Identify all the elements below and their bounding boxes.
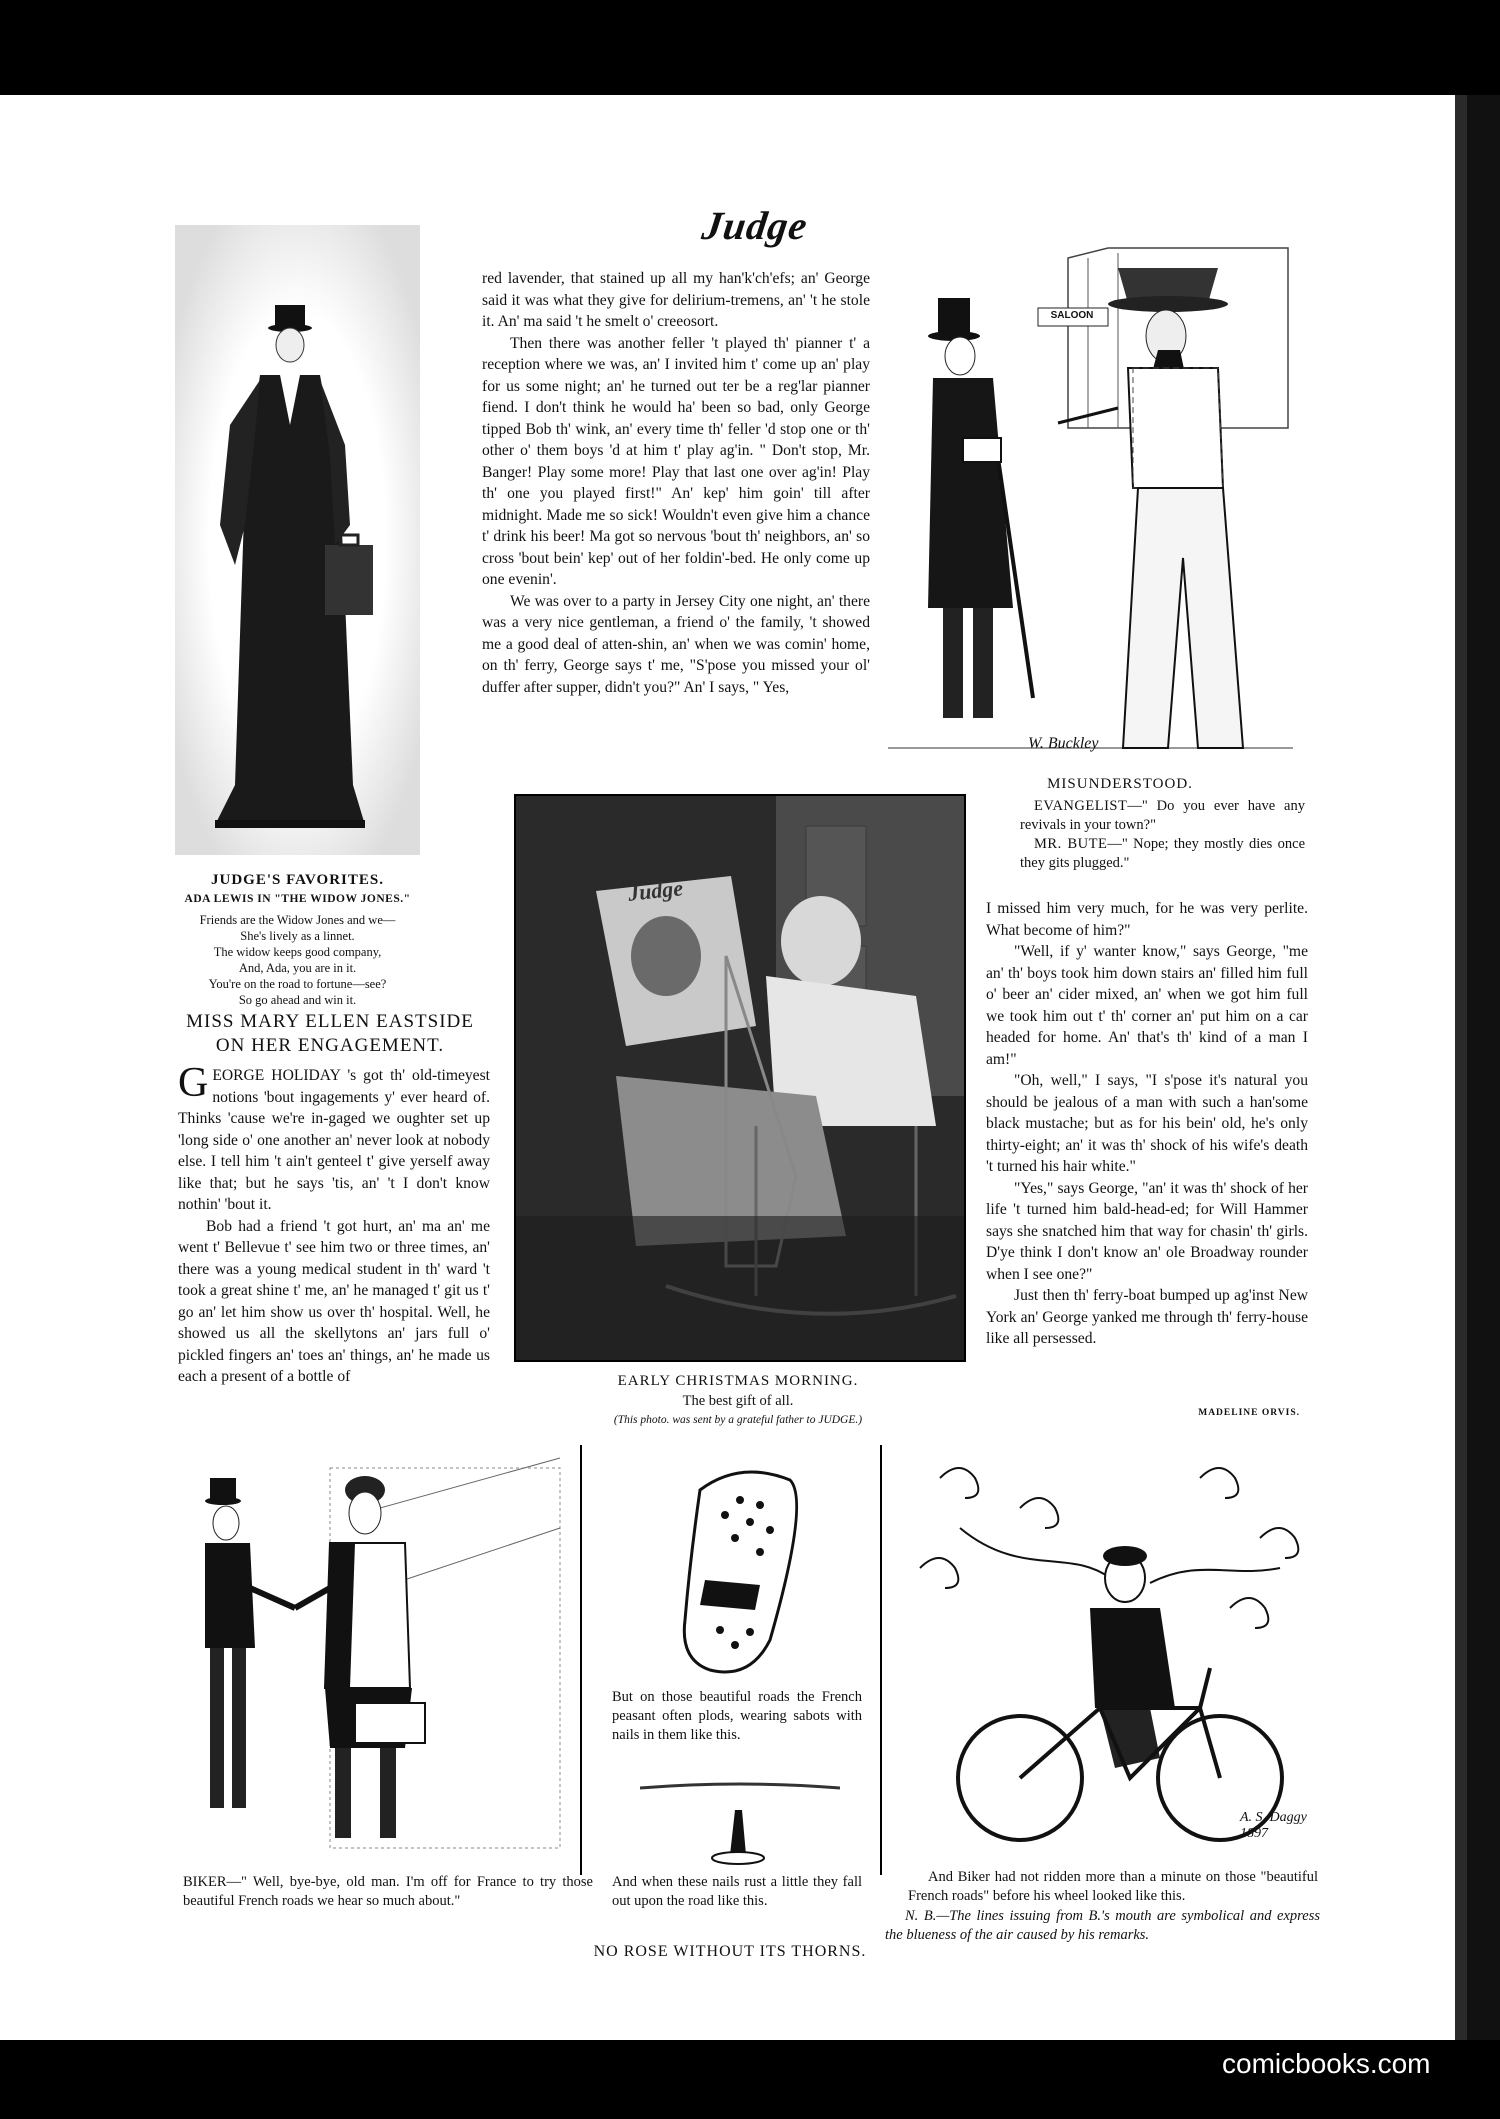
panel3-caption: And Biker had not ridden more than a minute on those "beautiful French roads" before his wheel looked like this. bbox=[908, 1869, 1318, 1904]
story-paragraph: "Yes," says George, "an' it was th' shock of her life 't turned him bald-head-ed; for Will Hammer says she snatched him that way for chasin' th' girls. D'ye think I don't know an' ole Broadway rounder when I see one?" bbox=[986, 1179, 1308, 1283]
poem-line: You're on the road to fortune—see? bbox=[208, 977, 387, 991]
site-watermark bbox=[1222, 2048, 1447, 2090]
story-heading-line1: MISS MARY ELLEN EASTSIDE bbox=[186, 1011, 474, 1032]
story-column-2 bbox=[482, 268, 870, 698]
daggy-signature: A. S. Daggy 1897 bbox=[1240, 1810, 1307, 1841]
photo-subtitle: The best gift of all. bbox=[682, 1393, 794, 1409]
story-paragraph: "Oh, well," I says, "I s'pose it's natural you should be jealous of a man with such a han'some black mustache; but as for his bein' old, he's only thirty-eight; an' it was th' shock of his wife's death 't turned his hair white." bbox=[986, 1072, 1308, 1175]
panel1-caption: BIKER—" Well, bye-bye, old man. I'm off for France to try those beautiful French roads we hear so much about." bbox=[183, 1874, 593, 1909]
misunderstood-dialogue bbox=[1020, 797, 1305, 873]
sabot-illustration bbox=[660, 1460, 820, 1690]
poem-line: And, Ada, you are in it. bbox=[238, 961, 357, 975]
misunderstood-cartoon bbox=[888, 228, 1293, 768]
ada-lewis-illustration bbox=[175, 225, 420, 855]
christmas-morning-photo bbox=[514, 794, 966, 1362]
story-column-3 bbox=[986, 898, 1308, 1350]
story-paragraph: red lavender, that stained up all my han'k'ch'efs; an' George said it was what they give for delirium-tremens, an' 't he stole it. An' ma said 't he smelt o' creeosort. bbox=[482, 270, 870, 330]
story-column-1 bbox=[178, 1060, 490, 1388]
story-paragraph: "Well, if y' wanter know," says George, "me an' th' boys took him down stairs an' filled him full o' beer an' cider mixed, an' when we got him full we took him out t' th' corner an' put him on a car headed for home. An' that's th' kind of a man I am!" bbox=[986, 943, 1308, 1068]
panel2-caption-1: But on those beautiful roads the French peasant often plods, wearing sabots with nails in them like this. bbox=[612, 1689, 862, 1743]
story-paragraph-text: EORGE HOLIDAY 's got th' old-timeyest notions 'bout ingagements y' ever heard of. Thinks 'cause we're in-gaged we oughter set up 'long side o' one another an' never look at nobody else. I tell him 't ain't genteel t' give yerself away like that; but he says 'tis, an' 't I don't know nothin' 'bout it. bbox=[178, 1067, 490, 1213]
dialogue-text: —" Nope; they mostly dies once they gits plugged." bbox=[1020, 836, 1306, 871]
biker-farewell-illustration bbox=[180, 1448, 570, 1868]
saloon-sign: SALOON bbox=[1050, 310, 1094, 321]
poem-line: The widow keeps good company, bbox=[213, 945, 382, 959]
story-paragraph: Bob had a friend 't got hurt, an' ma an' me went t' Bellevue t' see him two or three times, an' there was a young medical student in th' ward 't took a great shine t' me, an' he managed t' git us t' go an' let him show us over th' hospital. Well, he showed us all the skellytons an' jars full o' pickled fingers an' toes an' things, an' he made us each a present of a bottle of bbox=[178, 1217, 490, 1385]
story-paragraph bbox=[178, 1060, 490, 1216]
author-signature: MADELINE ORVIS. bbox=[1198, 1408, 1300, 1418]
speaker-evangelist: EVANGELIST bbox=[1034, 798, 1128, 814]
watermark-text: comicbooks.com bbox=[1222, 2048, 1431, 2079]
dialogue-line-1 bbox=[1020, 797, 1305, 835]
favorites-poem bbox=[175, 912, 420, 1008]
cartoon-series-title: NO ROSE WITHOUT ITS THORNS. bbox=[593, 1943, 867, 1960]
poem-line: So go ahead and win it. bbox=[238, 993, 357, 1007]
story-paragraph: I missed him very much, for he was very perlite. What become of him?" bbox=[986, 900, 1308, 939]
photo-title: EARLY CHRISTMAS MORNING. bbox=[617, 1373, 859, 1389]
poem-line: Friends are the Widow Jones and we— bbox=[199, 913, 396, 927]
speaker-mr-bute: MR. BUTE bbox=[1034, 836, 1108, 852]
masthead: Judge bbox=[699, 203, 811, 248]
photo-note: (This photo. was sent by a grateful father to JUDGE.) bbox=[613, 1414, 863, 1426]
story-paragraph: Just then th' ferry-boat bumped up ag'inst New York an' George yanked me through th' ferry-house like all persessed. bbox=[986, 1287, 1308, 1347]
page-edge bbox=[1455, 95, 1467, 2040]
drop-cap: G bbox=[178, 1060, 209, 1106]
panel-divider bbox=[580, 1445, 582, 1875]
scan-border bbox=[1467, 95, 1500, 2040]
story-heading bbox=[170, 1010, 490, 1058]
story-paragraph: We was over to a party in Jersey City one night, an' there was a very nice gentleman, a friend o' the family, 't showed me a good deal of atten-shin, an' when we was comin' home, on th' ferry, George says t' me, "S'pose you missed your ol' duffer after supper, didn't you?" An' I says, " Yes, bbox=[482, 592, 870, 696]
panel-divider bbox=[880, 1445, 882, 1875]
misunderstood-title: MISUNDERSTOOD. bbox=[1047, 776, 1193, 792]
story-heading-line2: ON HER ENGAGEMENT. bbox=[215, 1035, 445, 1056]
dialogue-line-2 bbox=[1020, 835, 1305, 873]
favorites-title: JUDGE'S FAVORITES. bbox=[210, 872, 385, 888]
story-paragraph: Then there was another feller 't played th' pianner t' a reception where we was, an' I invited him t' come up an' play for us some night; an' he turned out ter be a reg'lar pianner fiend. I don't think he would ha' been so bad, only George tipped Bob th' wink, an' every time th' feller 'd stop one or th' other o' them boys 'd at him t' play ag'in. " Don't stop, Mr. Banger! Play some more! Play that last one over ag'in! Play th' one you played first!" An' kep' him goin' till after midnight. Made me so sick! Wouldn't even give him a chance t' drink his beer! Ma got so nervous 'bout th' neighbors, an' so cross 'bout bein' kep' out of her foldin'-bed. He only come up one evenin'. bbox=[482, 334, 870, 588]
biker-bicycle-illustration bbox=[900, 1448, 1320, 1868]
panel2-caption-2: And when these nails rust a little they fall out upon the road like this. bbox=[612, 1874, 862, 1909]
poem-line: She's lively as a linnet. bbox=[240, 929, 355, 943]
dialogue-text: —" Do you ever have any revivals in your town?" bbox=[1020, 798, 1305, 833]
favorites-subtitle: ADA LEWIS IN "THE WIDOW JONES." bbox=[184, 893, 411, 905]
artist-signature: W. Buckley bbox=[1028, 735, 1099, 752]
nail-illustration bbox=[640, 1770, 840, 1870]
panel3-note: N. B.—The lines issuing from B.'s mouth are symbolical and express the blueness of the air caused by his remarks. bbox=[885, 1908, 1320, 1943]
photo-newspaper-title: Judge bbox=[626, 875, 685, 906]
